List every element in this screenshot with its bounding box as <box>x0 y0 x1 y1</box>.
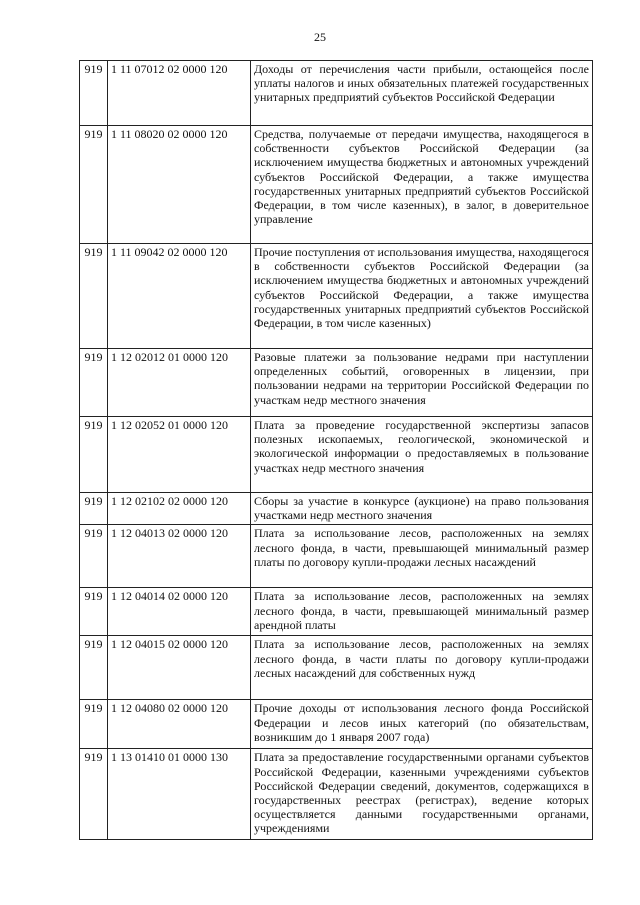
kbk-code-cell: 1 11 08020 02 0000 120 <box>108 126 251 244</box>
table-row <box>80 417 593 493</box>
table-row <box>80 588 593 636</box>
kbk-code-cell: 1 11 09042 02 0000 120 <box>108 244 251 349</box>
admin-code-cell: 919 <box>80 700 108 749</box>
income-description-cell: Доходы от перечисления части прибыли, остающейся после уплаты налогов и иных обязательных платежей государственных унитарных предприятий субъектов Российской Федерации <box>251 61 593 126</box>
kbk-code-cell: 1 11 07012 02 0000 120 <box>108 61 251 126</box>
admin-code-cell: 919 <box>80 244 108 349</box>
kbk-code-cell: 1 12 04014 02 0000 120 <box>108 588 251 636</box>
admin-code-cell: 919 <box>80 61 108 126</box>
admin-code-cell: 919 <box>80 126 108 244</box>
income-description-cell: Сборы за участие в конкурсе (аукционе) на право пользования участками недр местного значения <box>251 493 593 525</box>
table-row <box>80 749 593 840</box>
income-description-cell: Разовые платежи за пользование недрами при наступлении определенных событий, оговоренных в лицензии, при пользовании недрами на территории Российской Федерации по участкам недр местного значения <box>251 349 593 417</box>
revenue-codes-table <box>79 60 593 840</box>
kbk-code-cell: 1 12 02102 02 0000 120 <box>108 493 251 525</box>
income-description-cell: Плата за проведение государственной экспертизы запасов полезных ископаемых, геологической, экономической и экологической информации о предоставляемых в пользование участках недр местного значения <box>251 417 593 493</box>
table-row <box>80 61 593 126</box>
admin-code-cell: 919 <box>80 749 108 840</box>
kbk-code-cell: 1 12 04080 02 0000 120 <box>108 700 251 749</box>
kbk-code-cell: 1 12 02052 01 0000 120 <box>108 417 251 493</box>
table-row <box>80 493 593 525</box>
table-row <box>80 244 593 349</box>
kbk-code-cell: 1 13 01410 01 0000 130 <box>108 749 251 840</box>
table-row <box>80 126 593 244</box>
page-number: 25 <box>314 30 326 44</box>
table-row <box>80 525 593 588</box>
kbk-code-cell: 1 12 04015 02 0000 120 <box>108 636 251 700</box>
income-description-cell: Плата за использование лесов, расположенных на землях лесного фонда, в части, превышающей минимальный размер арендной платы <box>251 588 593 636</box>
income-description-cell: Плата за использование лесов, расположенных на землях лесного фонда, в части, превышающей минимальный размер платы по договору купли-продажи лесных насаждений <box>251 525 593 588</box>
table-row <box>80 700 593 749</box>
admin-code-cell: 919 <box>80 417 108 493</box>
table-row <box>80 636 593 700</box>
admin-code-cell: 919 <box>80 349 108 417</box>
admin-code-cell: 919 <box>80 636 108 700</box>
table-row <box>80 349 593 417</box>
kbk-code-cell: 1 12 02012 01 0000 120 <box>108 349 251 417</box>
kbk-code-cell: 1 12 04013 02 0000 120 <box>108 525 251 588</box>
income-description-cell: Прочие доходы от использования лесного фонда Российской Федерации и лесов иных категорий (по обязательствам, возникшим до 1 января 2007 года) <box>251 700 593 749</box>
income-description-cell: Плата за использование лесов, расположенных на землях лесного фонда, в части платы по договору купли-продажи лесных насаждений для собственных нужд <box>251 636 593 700</box>
admin-code-cell: 919 <box>80 525 108 588</box>
admin-code-cell: 919 <box>80 588 108 636</box>
admin-code-cell: 919 <box>80 493 108 525</box>
income-description-cell: Прочие поступления от использования имущества, находящегося в собственности субъектов Российской Федерации (за исключением имущества бюджетных и автономных учреждений субъектов Российской Федерации, а также имущества государственных унитарных предприятий субъектов Российской Федерации, в том числе казенных) <box>251 244 593 349</box>
income-description-cell: Плата за предоставление государственными органами субъектов Российской Федерации, казенными учреждениями субъектов Российской Федерации сведений, документов, содержащихся в государственных реестрах (регистрах), ведение которых осуществляется данными государственными органами, учреждениями <box>251 749 593 840</box>
income-description-cell: Средства, получаемые от передачи имущества, находящегося в собственности субъектов Российской Федерации (за исключением имущества бюджетных и автономных учреждений субъектов Российской Федерации, а также имущества государственных унитарных предприятий субъектов Российской Федерации, в том числе казенных), в залог, в доверительное управление <box>251 126 593 244</box>
